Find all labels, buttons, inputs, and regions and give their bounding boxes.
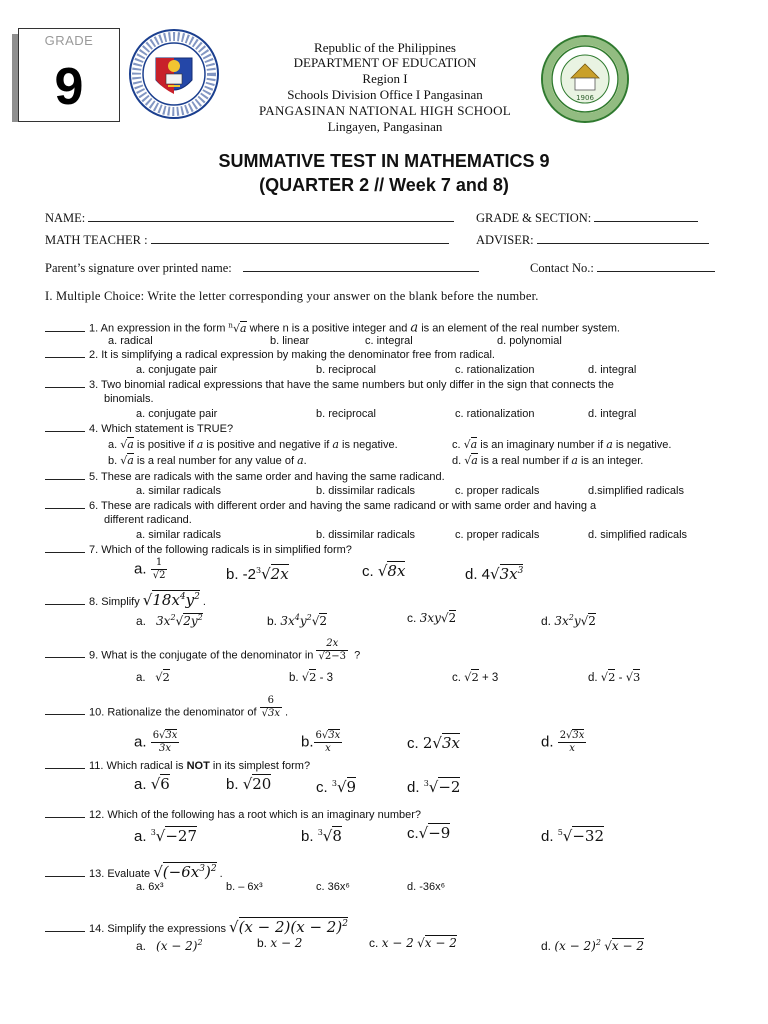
header-division: Schools Division Office I Pangasinan xyxy=(287,87,483,102)
q12-option-d: d. $^5$√−32 xyxy=(541,827,604,845)
q1-option-c: c. integral xyxy=(365,335,413,347)
q13-option-a: a. 6x³ xyxy=(136,881,164,893)
q8-option-c: c. 3xy√2 xyxy=(407,611,457,625)
q8-option-d: d. $3x^2y√2$ xyxy=(541,613,596,628)
q12-option-c: c.√−9 xyxy=(407,824,451,842)
q11-option-c: c. $^3$√9 xyxy=(316,778,357,796)
q5-option-d: d.simplified radicals xyxy=(588,485,684,497)
school-seal-year: 1906 xyxy=(576,94,594,102)
q11-option-b: b. √20 xyxy=(226,775,272,793)
q9-option-a: a. √2 xyxy=(136,670,170,684)
q4-option-b: b. √a is a real number for any value of a. xyxy=(108,454,307,467)
grade-section-label: GRADE & SECTION: xyxy=(476,211,592,225)
test-title: SUMMATIVE TEST IN MATHEMATICS 9 xyxy=(218,151,550,171)
name-label: NAME: xyxy=(45,211,86,225)
school-seal-logo xyxy=(540,34,630,124)
header-region: Region I xyxy=(362,71,408,86)
q7-option-c: c. √8x xyxy=(362,562,406,580)
adviser-field[interactable] xyxy=(476,233,709,248)
parent-signature-field[interactable] xyxy=(45,261,479,276)
answer-blank[interactable] xyxy=(45,648,85,658)
answer-blank[interactable] xyxy=(45,867,85,877)
q1-option-d: d. polynomial xyxy=(497,335,562,347)
answer-blank[interactable] xyxy=(45,378,85,388)
header-school: PANGASINAN NATIONAL HIGH SCHOOL xyxy=(258,103,512,118)
question-5: 5. These are radicals with the same order and having the same radicand. xyxy=(45,470,445,484)
header-location: Lingayen, Pangasinan xyxy=(327,119,443,134)
grade-label: GRADE xyxy=(44,33,94,48)
q2-option-b: b. reciprocal xyxy=(316,364,376,376)
grade-number: 9 xyxy=(54,58,84,116)
q14-option-a: a. $(x - 2)^2$ xyxy=(136,938,203,953)
question-4: 4. Which statement is TRUE? xyxy=(45,422,233,436)
adviser-blank[interactable] xyxy=(537,233,709,244)
q13-option-c: c. 36x⁶ xyxy=(316,881,350,893)
grade-box xyxy=(18,28,120,122)
question-3-cont: binomials. xyxy=(104,393,154,405)
question-14: 14. Simplify the expressions $√(x - 2)(x - 2)^2$ xyxy=(45,917,348,936)
q12-option-b: b. $^3$√8 xyxy=(301,827,342,845)
answer-blank[interactable] xyxy=(45,922,85,932)
q14-option-c: c. x − 2 √x − 2 xyxy=(369,936,457,950)
q11-option-a: a. √6 xyxy=(134,775,170,793)
q6-option-b: b. dissimilar radicals xyxy=(316,529,416,541)
q10-option-a: a. $\frac{6√3x}{3x}$ xyxy=(134,730,178,754)
q6-option-a: a. similar radicals xyxy=(136,529,221,541)
q2-option-a: a. conjugate pair xyxy=(136,364,218,376)
answer-blank[interactable] xyxy=(45,595,85,605)
q3-option-a: a. conjugate pair xyxy=(136,408,218,420)
answer-blank[interactable] xyxy=(45,499,85,509)
test-subtitle: (QUARTER 2 // Week 7 and 8) xyxy=(259,175,509,195)
q2-option-c: c. rationalization xyxy=(455,364,535,376)
adviser-label: ADVISER: xyxy=(476,233,534,247)
q13-option-d: d. -36x⁶ xyxy=(407,881,446,893)
q3-option-c: c. rationalization xyxy=(455,408,535,420)
contact-label: Contact No.: xyxy=(530,261,594,275)
q14-option-b: b. x − 2 xyxy=(257,936,303,950)
q11-option-d: d. $^3$√−2 xyxy=(407,778,461,796)
q13-option-b: b. – 6x³ xyxy=(226,881,263,893)
q5-option-b: b. dissimilar radicals xyxy=(316,485,416,497)
q4-option-a: a. √a is positive if a is positive and negative if a is negative. xyxy=(108,438,398,451)
name-field[interactable] xyxy=(45,211,454,226)
name-blank[interactable] xyxy=(88,211,454,222)
math-teacher-field[interactable] xyxy=(45,233,449,248)
q8-option-a: a. $3x^2√2y^2$ xyxy=(136,613,203,628)
grade-section-field[interactable] xyxy=(476,211,698,226)
q4-option-d: d. √a is a real number if a is an integer. xyxy=(452,454,644,467)
question-11: 11. Which radical is NOT in its simplest form? xyxy=(45,759,310,773)
answer-blank[interactable] xyxy=(45,705,85,715)
answer-blank[interactable] xyxy=(45,759,85,769)
contact-blank[interactable] xyxy=(597,261,715,272)
answer-blank[interactable] xyxy=(45,422,85,432)
question-3: 3. Two binomial radical expressions that have the same numbers but only differ in the sign that connects the xyxy=(45,378,614,392)
q3-option-b: b. reciprocal xyxy=(316,408,376,420)
q1-option-a: a. radical xyxy=(108,335,153,347)
parent-signature-blank[interactable] xyxy=(243,261,479,272)
q6-option-c: c. proper radicals xyxy=(455,529,540,541)
q10-option-b: b. $\frac{6√3x}{x}$ xyxy=(301,730,341,754)
parent-signature-label: Parent’s signature over printed name: xyxy=(45,261,232,275)
q1-option-b: b. linear xyxy=(270,335,310,347)
answer-blank[interactable] xyxy=(45,470,85,480)
question-12: 12. Which of the following has a root which is an imaginary number? xyxy=(45,808,421,822)
grade-section-blank[interactable] xyxy=(594,211,698,222)
header-department: DEPARTMENT OF EDUCATION xyxy=(293,55,477,70)
answer-blank[interactable] xyxy=(45,348,85,358)
q4-option-c: c. √a is an imaginary number if a is negative. xyxy=(452,438,672,451)
math-teacher-label: MATH TEACHER : xyxy=(45,233,148,247)
question-2: 2. It is simplifying a radical expression by making the denominator free from radical. xyxy=(45,348,495,362)
q7-option-d: d. $4√3x^3$ xyxy=(465,565,524,583)
q3-option-d: d. integral xyxy=(588,408,637,420)
q9-option-c: c. √2 + 3 xyxy=(452,670,499,684)
q8-option-b: b. $3x^4y^2√2$ xyxy=(267,613,328,628)
question-1: 1. An expression in the form $^n$√a where n is a positive integer and a is an element of the real number system. xyxy=(45,318,620,336)
q9-option-d: d. √2 - √3 xyxy=(588,670,641,684)
q5-option-c: c. proper radicals xyxy=(455,485,540,497)
answer-blank[interactable] xyxy=(45,543,85,553)
answer-blank[interactable] xyxy=(45,808,85,818)
question-7: 7. Which of the following radicals is in simplified form? xyxy=(45,543,352,557)
question-6-cont: different radicand. xyxy=(104,514,192,526)
question-8: 8. Simplify $√18x^4y^2$ . xyxy=(45,590,206,609)
q2-option-d: d. integral xyxy=(588,364,637,376)
answer-blank[interactable] xyxy=(45,322,85,332)
q12-option-a: a. $^3$√−27 xyxy=(134,827,197,845)
q9-option-b: b. √2 - 3 xyxy=(289,670,334,684)
q14-option-d: d. $(x - 2)^2$ √x − 2 xyxy=(541,938,644,953)
contact-field[interactable] xyxy=(530,261,715,276)
instructions: I. Multiple Choice: Write the letter corresponding your answer on the blank before the number. xyxy=(45,289,539,303)
q7-option-a: a. $\frac{1}{√2}$ xyxy=(134,557,166,581)
question-13: 13. Evaluate $√(-6x^3)^2$ . xyxy=(45,862,223,881)
q7-option-b: b. $-2^3√2x$ xyxy=(226,565,289,583)
question-10: 10. Rationalize the denominator of $\frac{6}{√3x}$ . xyxy=(45,705,288,720)
q5-option-a: a. similar radicals xyxy=(136,485,221,497)
question-6: 6. These are radicals with different order and having the same radicand or with same order and having a xyxy=(45,499,596,513)
q10-option-d: d. $\frac{2√3x}{x}$ xyxy=(541,730,585,754)
q6-option-d: d. simplified radicals xyxy=(588,529,688,541)
q10-option-c: c. 2√3x xyxy=(407,734,460,752)
question-9: 9. What is the conjugate of the denominator in $\frac{2x}{√2-3}$ ? xyxy=(45,648,360,663)
math-teacher-blank[interactable] xyxy=(151,233,449,244)
header-republic: Republic of the Philippines xyxy=(314,40,456,55)
